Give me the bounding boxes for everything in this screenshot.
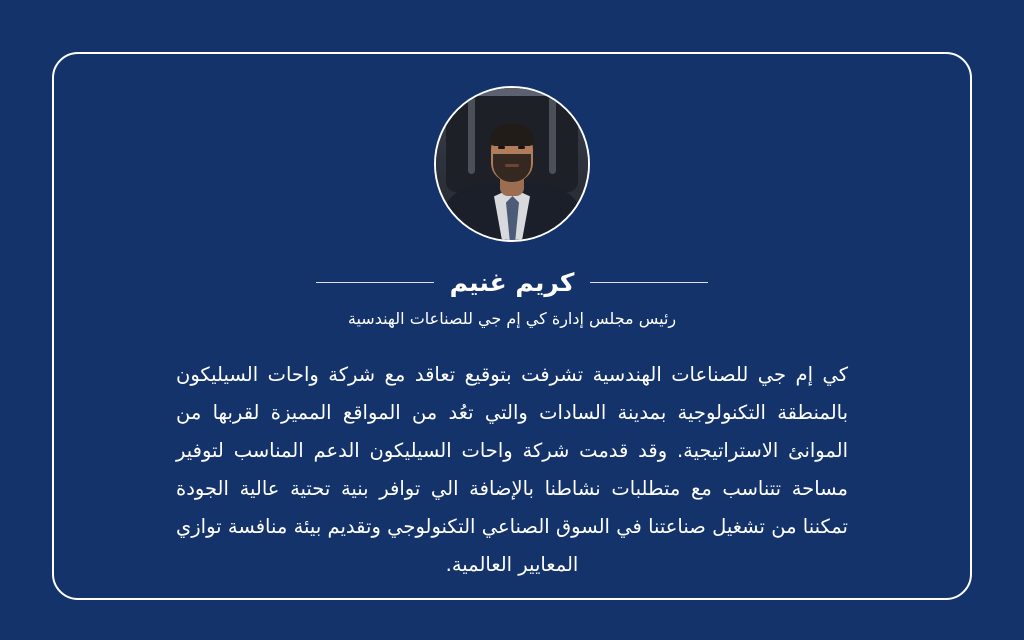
person-title: رئيس مجلس إدارة كي إم جي للصناعات الهندسية: [347, 309, 677, 328]
eye-right-shape: [518, 146, 525, 149]
quote-body: كي إم جي للصناعات الهندسية تشرفت بتوقيع تعاقد مع شركة واحات السيليكون بالمنطقة التكنولوجية بمدينة السادات والتي تعُد من المواقع المميزة لقربها من الموانئ الاستراتيجية. وقد قدمت شركة واحات السيليكون الدعم المناسب لتوفير مساحة تتناسب مع متطلبات نشاطنا بالإضافة الي توافر بنية تحتية عالية الجودة تمكننا من تشغيل صناعتنا في السوق الصناعي التكنولوجي وتقديم بيئة منافسة توازي المعايير العالمية.: [176, 363, 848, 577]
chair-slat-right-icon: [549, 96, 556, 174]
person-name: كريم غنيم: [449, 268, 575, 297]
divider-right: [590, 282, 708, 283]
portrait-photo: [436, 88, 588, 240]
hair-shape: [490, 124, 534, 146]
divider-left: [316, 282, 434, 283]
mouth-shape: [505, 164, 519, 167]
eye-left-shape: [498, 146, 505, 149]
quote-card: [52, 52, 972, 600]
avatar: [434, 86, 590, 242]
chair-slat-left-icon: [468, 96, 475, 174]
name-row: [54, 268, 970, 297]
